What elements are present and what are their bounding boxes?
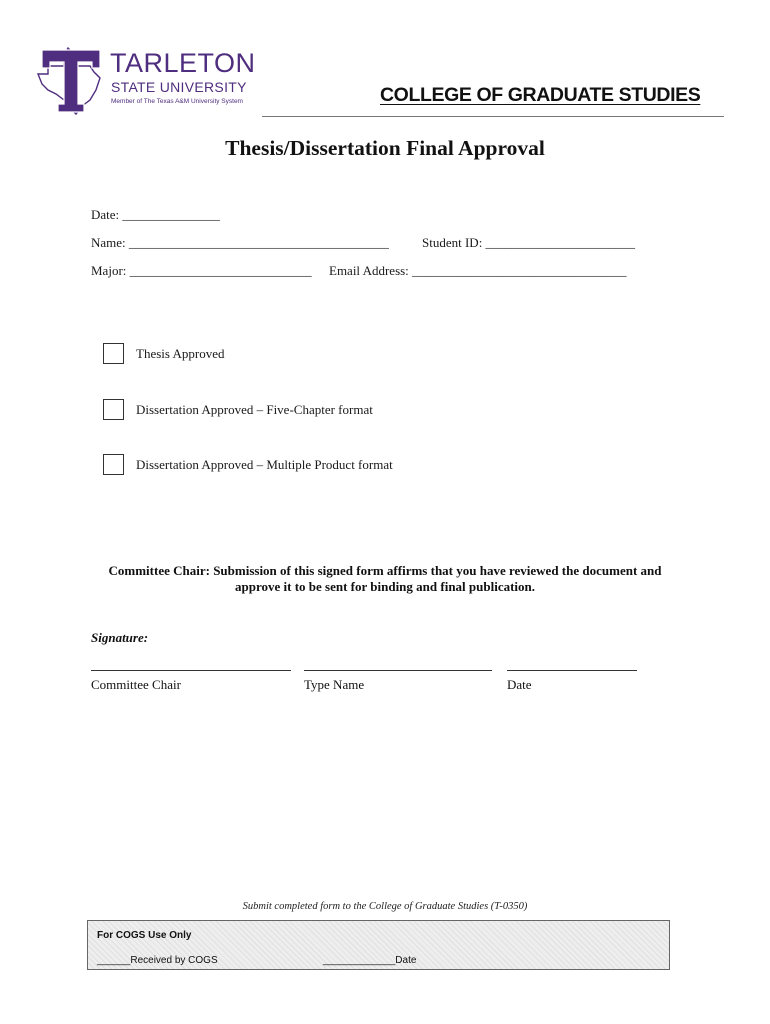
committee-chair-note: Committee Chair: Submission of this signed form affirms that you have reviewed the document and approve it to be sent for binding and final publication.	[108, 563, 662, 594]
received-by-cogs-field[interactable]: ______Received by COGS	[97, 955, 218, 966]
signature-label: Signature:	[91, 630, 149, 645]
committee-chair-label: Committee Chair	[91, 677, 181, 692]
checkbox[interactable]	[103, 343, 124, 364]
logo-tagline: Member of The Texas A&M University System	[111, 98, 243, 105]
college-title: COLLEGE OF GRADUATE STUDIES	[380, 84, 701, 106]
date-label: Date	[507, 677, 532, 692]
type-name-line[interactable]	[304, 670, 492, 671]
logo-name-line1: TARLETON	[110, 48, 256, 78]
option-label: Thesis Approved	[136, 346, 225, 361]
major-field[interactable]: Major: ____________________________	[91, 263, 312, 278]
date-field[interactable]: Date: _______________	[91, 207, 220, 222]
date-line[interactable]	[507, 670, 637, 671]
header-divider	[262, 116, 724, 117]
texas-t-emblem-icon	[34, 44, 106, 116]
signature-line[interactable]	[91, 670, 291, 671]
student-id-field[interactable]: Student ID: _______________________	[422, 235, 636, 250]
form-title: Thesis/Dissertation Final Approval	[225, 136, 545, 160]
checkbox[interactable]	[103, 399, 124, 420]
date-signature[interactable]	[507, 670, 637, 693]
cogs-use-only-box	[87, 920, 670, 970]
logo-name-line2: STATE UNIVERSITY	[111, 79, 247, 95]
university-logo	[34, 44, 274, 116]
cogs-date-field[interactable]: _____________Date	[323, 955, 417, 966]
type-name-label: Type Name	[304, 677, 365, 692]
option-label: Dissertation Approved – Multiple Product format	[136, 457, 393, 472]
checkbox[interactable]	[103, 454, 124, 475]
option-label: Dissertation Approved – Five-Chapter format	[136, 402, 373, 417]
submit-note: Submit completed form to the College of Graduate Studies (T-0350)	[242, 901, 528, 912]
name-field[interactable]: Name: ________________________________________	[91, 235, 389, 250]
type-name-signature[interactable]	[304, 670, 492, 693]
email-field[interactable]: Email Address: _________________________________	[329, 263, 627, 278]
committee-chair-signature[interactable]	[91, 670, 291, 693]
cogs-box-title: For COGS Use Only	[97, 930, 192, 941]
